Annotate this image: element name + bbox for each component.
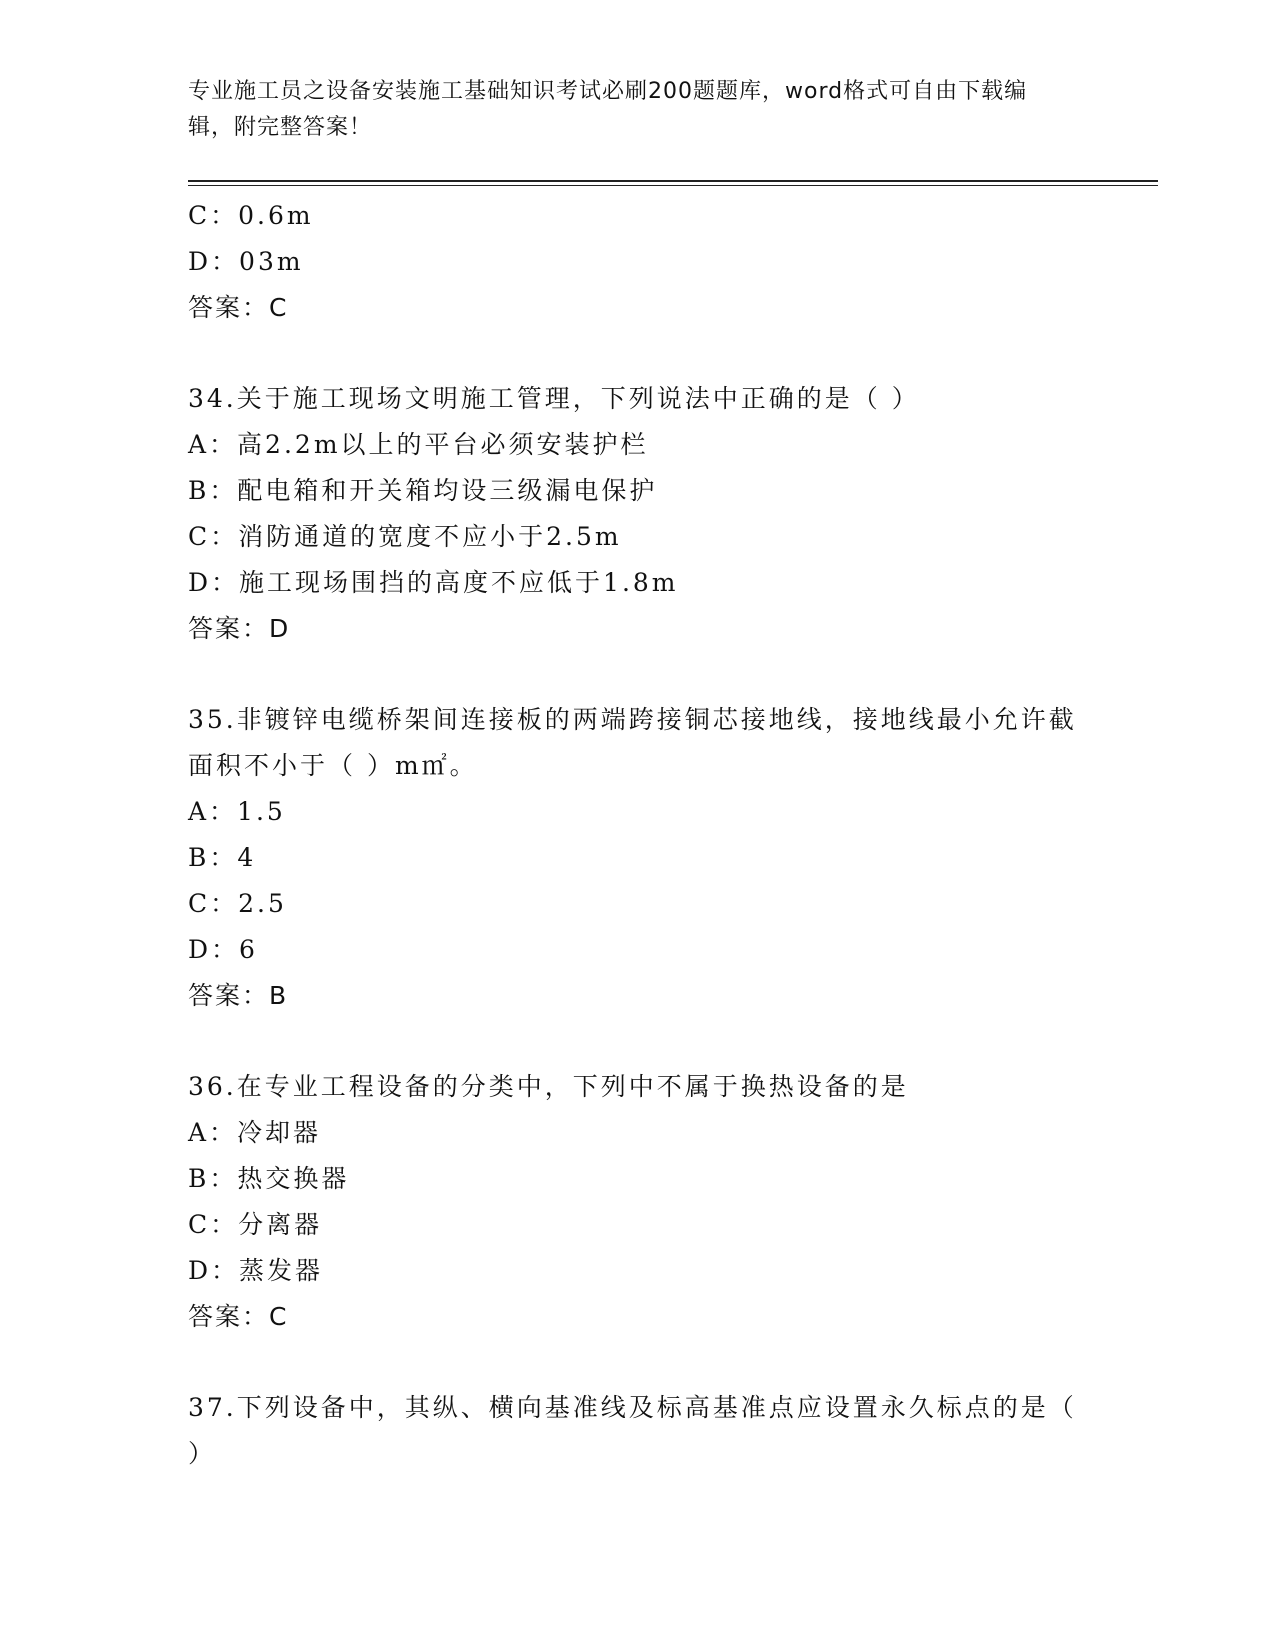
answer: 答案：C <box>188 293 289 322</box>
question-34 <box>188 376 1088 652</box>
header-rule-thin <box>188 185 1158 186</box>
question-36 <box>188 1064 1088 1340</box>
answer: 答案：C <box>188 1302 289 1331</box>
option-b: B：4 <box>188 843 257 872</box>
question-text: 36.在专业工程设备的分类中，下列中不属于换热设备的是 <box>188 1072 909 1101</box>
option-d: D：蒸发器 <box>188 1256 324 1285</box>
option-a: A：1.5 <box>188 797 286 826</box>
document-header: 专业施工员之设备安装施工基础知识考试必刷200题题库，word格式可自由下载编辑，附完整答案！ <box>188 79 1028 140</box>
question-35 <box>188 697 1088 1019</box>
question-37 <box>188 1385 1088 1477</box>
option-d: D：03m <box>188 247 304 276</box>
answer: 答案：B <box>188 981 289 1010</box>
option-a: A：冷却器 <box>188 1118 322 1147</box>
option-a: A：高2.2m以上的平台必须安装护栏 <box>188 430 649 459</box>
option-b: B：热交换器 <box>188 1164 350 1193</box>
option-c: C：消防通道的宽度不应小于2.5m <box>188 522 622 551</box>
option-d: D：施工现场围挡的高度不应低于1.8m <box>188 568 679 597</box>
option-b: B：配电箱和开关箱均设三级漏电保护 <box>188 476 658 505</box>
option-d: D：6 <box>188 935 258 964</box>
answer: 答案：D <box>188 614 291 643</box>
carryover-block <box>188 193 1088 331</box>
option-c: C：分离器 <box>188 1210 323 1239</box>
option-c: C：2.5 <box>188 889 287 918</box>
question-text: 35.非镀锌电缆桥架间连接板的两端跨接铜芯接地线，接地线最小允许截面积不小于（ ）m㎡。 <box>188 705 1077 780</box>
option-c: C：0.6m <box>188 201 314 230</box>
question-text: 37.下列设备中，其纵、横向基准线及标高基准点应设置永久标点的是（ ） <box>188 1393 1077 1468</box>
question-list <box>188 193 1088 1477</box>
header-rule <box>188 180 1158 182</box>
question-text: 34.关于施工现场文明施工管理，下列说法中正确的是（ ） <box>188 384 920 413</box>
